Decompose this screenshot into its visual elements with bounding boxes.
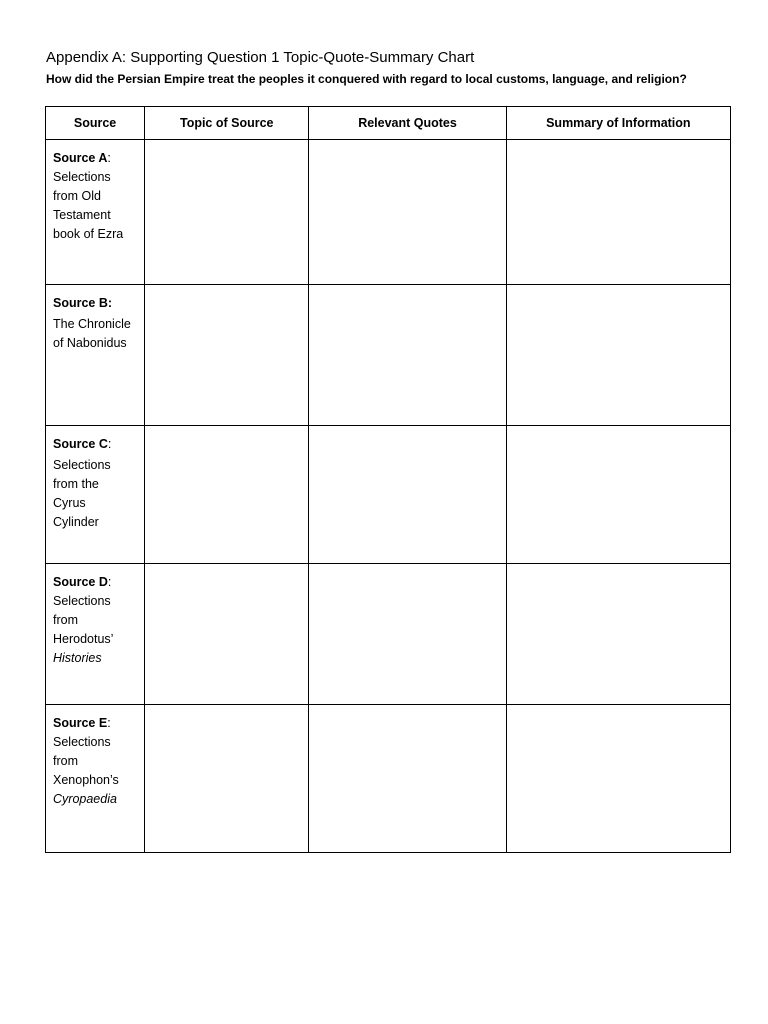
source-desc-line: of Nabonidus bbox=[53, 336, 127, 350]
source-desc-line: Selections bbox=[53, 594, 111, 608]
source-cell-d bbox=[46, 564, 145, 705]
source-label: Source B: bbox=[53, 296, 113, 310]
source-desc-line: book of Ezra bbox=[53, 227, 124, 241]
quotes-cell[interactable] bbox=[309, 140, 506, 285]
source-label: Source D bbox=[53, 575, 108, 589]
summary-cell[interactable] bbox=[506, 426, 730, 564]
source-desc-line: Selections bbox=[53, 735, 111, 749]
source-desc-italic-line: Histories bbox=[53, 651, 102, 665]
source-label: Source C bbox=[53, 437, 108, 451]
source-desc-line: from the bbox=[53, 477, 99, 491]
source-desc-line: from bbox=[53, 613, 78, 627]
header-source: Source bbox=[46, 107, 145, 140]
quotes-cell[interactable] bbox=[309, 285, 506, 426]
source-label: Source A bbox=[53, 151, 108, 165]
source-colon: : bbox=[107, 437, 112, 451]
source-desc-line: Cylinder bbox=[53, 515, 99, 529]
header-topic-of-source: Topic of Source bbox=[145, 107, 309, 140]
source-desc-line: Cyrus bbox=[53, 496, 86, 510]
source-desc-line: Selections bbox=[53, 170, 111, 184]
summary-cell[interactable] bbox=[506, 705, 730, 853]
source-desc-line: Selections bbox=[53, 458, 111, 472]
summary-cell[interactable] bbox=[506, 564, 730, 705]
source-cell-e bbox=[46, 705, 145, 853]
header-relevant-quotes: Relevant Quotes bbox=[309, 107, 506, 140]
header-row bbox=[46, 107, 731, 140]
source-desc-line: from bbox=[53, 754, 78, 768]
summary-cell[interactable] bbox=[506, 140, 730, 285]
topic-cell[interactable] bbox=[145, 285, 309, 426]
table-row bbox=[46, 564, 731, 705]
source-desc-line: from Old bbox=[53, 189, 101, 203]
source-label: Source E bbox=[53, 716, 108, 730]
source-colon: : bbox=[107, 151, 111, 165]
table-row bbox=[46, 285, 731, 426]
topic-cell[interactable] bbox=[145, 705, 309, 853]
topic-cell[interactable] bbox=[145, 564, 309, 705]
table-row bbox=[46, 426, 731, 564]
header-summary-of-information: Summary of Information bbox=[506, 107, 730, 140]
document-title: Appendix A: Supporting Question 1 Topic-Quote-Summary Chart bbox=[46, 49, 475, 66]
source-desc-line: The Chronicle bbox=[53, 317, 131, 331]
source-colon: : bbox=[107, 575, 112, 589]
quotes-cell[interactable] bbox=[309, 705, 506, 853]
source-cell-c bbox=[46, 426, 145, 564]
source-desc-italic-line: Cyropaedia bbox=[53, 792, 117, 806]
topic-cell[interactable] bbox=[145, 140, 309, 285]
supporting-question: How did the Persian Empire treat the peoples it conquered with regard to local customs, language, and religion? bbox=[46, 72, 687, 86]
source-cell-b bbox=[46, 285, 145, 426]
source-desc-line: Xenophon’s bbox=[53, 773, 119, 787]
topic-quote-summary-chart bbox=[45, 106, 731, 853]
source-desc-line: Testament bbox=[53, 208, 111, 222]
quotes-cell[interactable] bbox=[309, 426, 506, 564]
summary-cell[interactable] bbox=[506, 285, 730, 426]
quotes-cell[interactable] bbox=[309, 564, 506, 705]
table-row bbox=[46, 140, 731, 285]
source-colon: : bbox=[107, 716, 111, 730]
topic-cell[interactable] bbox=[145, 426, 309, 564]
source-desc-line: Herodotus’ bbox=[53, 632, 114, 646]
table-row bbox=[46, 705, 731, 853]
source-cell-a bbox=[46, 140, 145, 285]
